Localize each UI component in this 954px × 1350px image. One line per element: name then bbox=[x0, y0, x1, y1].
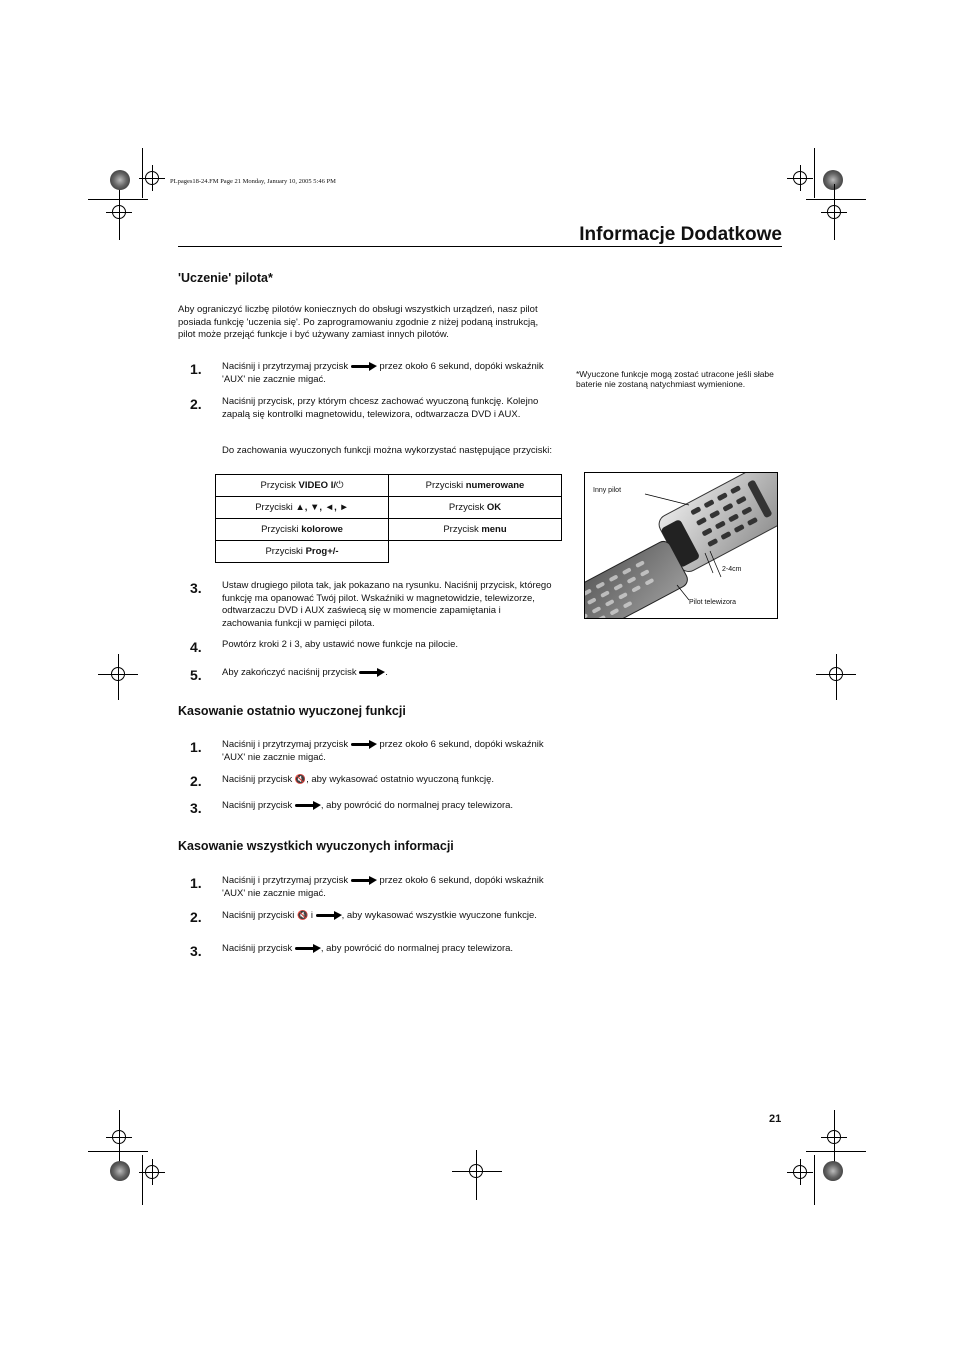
arrow-button-icon bbox=[351, 878, 377, 883]
step-number: 2. bbox=[190, 396, 202, 412]
step-number: 5. bbox=[190, 667, 202, 683]
table-row bbox=[216, 497, 562, 519]
table-row bbox=[216, 475, 562, 497]
table-cell: Przycisk menu bbox=[389, 519, 562, 541]
header-info: PLpages18-24.FM Page 21 Monday, January 10, 2005 5:46 PM bbox=[170, 178, 336, 185]
step-text: Naciśnij i przytrzymaj przycisk przez około 6 sekund, dopóki wskaźnik 'AUX' nie zacznie migać. bbox=[222, 875, 544, 899]
step-number: 4. bbox=[190, 639, 202, 655]
footnote: *Wyuczone funkcje mogą zostać utracone jeśli słabe baterie nie zostaną natychmiast wymienione. bbox=[576, 369, 774, 389]
step-number: 1. bbox=[190, 739, 202, 755]
step-text: Ustaw drugiego pilota tak, jak pokazano na rysunku. Naciśnij przycisk, którego funkcję ma opanować Twój pilot. Wskaźniki w magnetowidzie, telewizorze, odtwarzaczu DVD i AUX zaświecą się w momencie zapamiętania i zachowania funkcji w pamięci pilota. bbox=[222, 580, 552, 629]
table-cell: Przycisk OK bbox=[389, 497, 562, 519]
step-number: 1. bbox=[190, 875, 202, 891]
step-number: 3. bbox=[190, 800, 202, 816]
step-number: 3. bbox=[190, 580, 202, 596]
step-number: 2. bbox=[190, 773, 202, 789]
arrow-button-icon bbox=[351, 364, 377, 369]
title-rule bbox=[178, 246, 782, 247]
step-text: Naciśnij przycisk 🔇, aby wykasować ostatnio wyuczoną funkcję. bbox=[222, 774, 495, 785]
power-icon: ⏻ bbox=[335, 480, 344, 491]
step-text: Naciśnij przyciski 🔇 i , aby wykasować wszystkie wyuczone funkcje. bbox=[222, 910, 537, 921]
remote-learning-figure bbox=[584, 472, 778, 619]
figure-label-distance: 2-4cm bbox=[722, 566, 742, 573]
step-text: Powtórz kroki 2 i 3, aby ustawić nowe funkcje na pilocie. bbox=[222, 639, 459, 650]
arrow-button-icon bbox=[316, 913, 342, 918]
step-text: Aby zakończyć naciśnij przycisk . bbox=[222, 667, 388, 678]
section-heading-learning: 'Uczenie' pilota* bbox=[178, 271, 273, 285]
step-number: 1. bbox=[190, 361, 202, 377]
arrow-button-icon bbox=[351, 742, 377, 747]
page-number: 21 bbox=[769, 1113, 782, 1125]
table-row bbox=[216, 541, 562, 563]
intro-paragraph: Aby ograniczyć liczbę pilotów koniecznych do obsługi wszystkich urządzeń, nasz pilot posiada funkcję 'uczenia się'. Po zaprogramowaniu zgodnie z niżej podaną instrukcją, pilot może przejąć funkcje i być używany zamiast innych pilotów. bbox=[178, 304, 539, 340]
page-title: Informacje Dodatkowe bbox=[579, 224, 782, 245]
mute-icon: 🔇 bbox=[294, 774, 307, 784]
figure-label-other-remote: Inny pilot bbox=[593, 487, 622, 494]
section-heading-clear-all: Kasowanie wszystkich wyuczonych informacji bbox=[178, 839, 454, 853]
figure-label-tv-remote: Pilot telewizora bbox=[689, 599, 737, 606]
remotes-illustration bbox=[585, 473, 777, 618]
step-text: Naciśnij i przytrzymaj przycisk przez około 6 sekund, dopóki wskaźnik 'AUX' nie zacznie migać. bbox=[222, 739, 544, 763]
step-text: Naciśnij i przytrzymaj przycisk przez około 6 sekund, dopóki wskaźnik 'AUX' nie zacznie migać. bbox=[222, 361, 544, 385]
arrow-button-icon bbox=[359, 670, 385, 675]
arrow-button-icon bbox=[295, 946, 321, 951]
table-row bbox=[216, 519, 562, 541]
table-cell: Przycisk VIDEO I/⏻ bbox=[216, 475, 389, 497]
step-text: Naciśnij przycisk , aby powrócić do normalnej pracy telewizora. bbox=[222, 800, 514, 811]
step-text: Naciśnij przycisk, przy którym chcesz zachować wyuczoną funkcję. Kolejno zapalą się kontrolki magnetowidu, telewizora, odtwarzacza DVD i AUX. bbox=[222, 396, 539, 420]
table-cell-empty bbox=[389, 541, 562, 563]
learnable-buttons-table bbox=[215, 474, 562, 563]
table-cell: Przyciski numerowane bbox=[389, 475, 562, 497]
mute-icon: 🔇 bbox=[296, 910, 309, 920]
step-text-extra: Do zachowania wyuczonych funkcji można wykorzystać następujące przyciski: bbox=[222, 445, 552, 456]
step-number: 2. bbox=[190, 909, 202, 925]
table-cell: Przyciski Prog+/- bbox=[216, 541, 389, 563]
table-cell: Przyciski ▲, ▼, ◄, ► bbox=[216, 497, 389, 519]
arrow-button-icon bbox=[295, 803, 321, 808]
step-text: Naciśnij przycisk , aby powrócić do normalnej pracy telewizora. bbox=[222, 943, 514, 954]
table-cell: Przyciski kolorowe bbox=[216, 519, 389, 541]
step-number: 3. bbox=[190, 943, 202, 959]
section-heading-clear-last: Kasowanie ostatnio wyuczonej funkcji bbox=[178, 704, 406, 718]
